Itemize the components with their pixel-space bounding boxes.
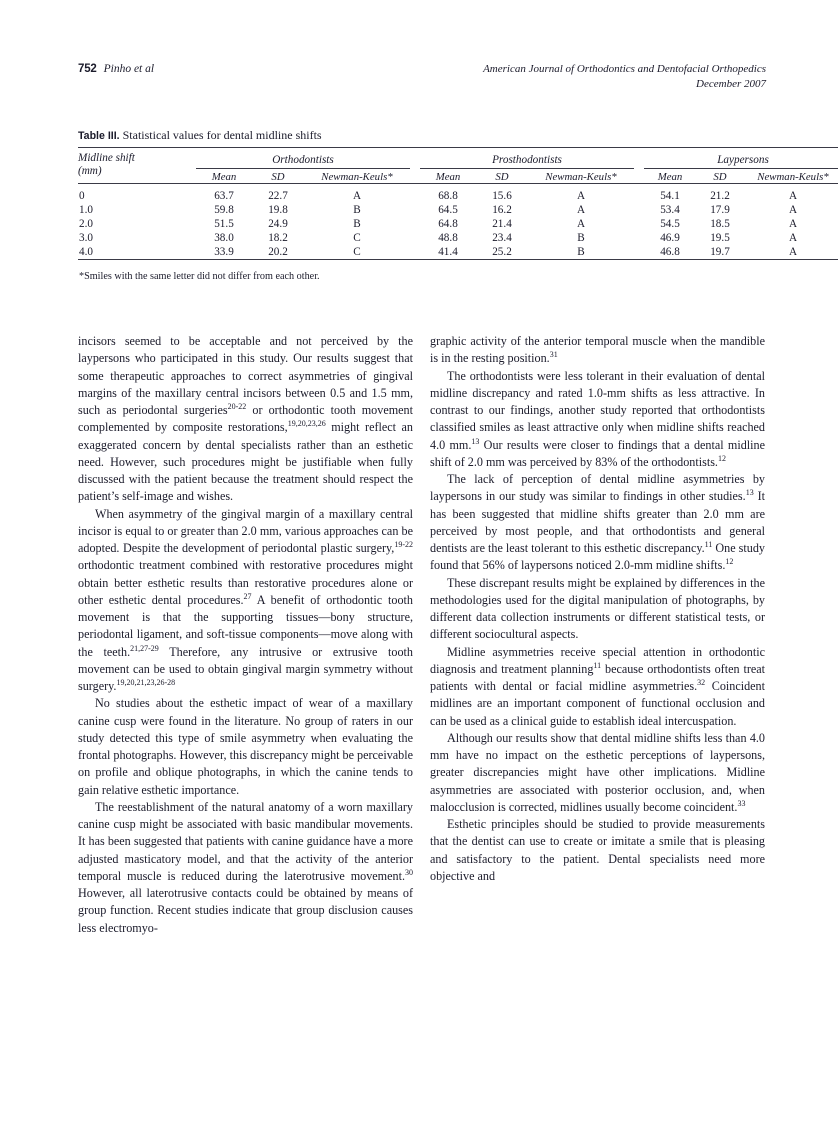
cell-prostho-sd: 16.2: [492, 204, 512, 216]
paragraph: Although our results show that dental midline shifts less than 4.0 mm have no impact on the esthetic perceptions of laypersons, greater discrepancies might have other implications. Midline asymmetries are associated with posterior occlusion, and, when malocclusion is corrected, midlines usually become coincident.$^{33}$: [430, 730, 765, 814]
cell-lay-nk: A: [788, 218, 798, 230]
cell-shift: 1.0: [79, 204, 93, 216]
table-row: [78, 245, 838, 260]
group-header-prosthodontists: Prosthodontists: [420, 152, 634, 169]
cell-prostho-nk: B: [577, 246, 585, 258]
right-column: [430, 333, 765, 937]
left-column: [78, 333, 413, 937]
cell-lay-mean: 53.4: [660, 204, 680, 216]
cell-ortho-nk: B: [353, 204, 361, 216]
cell-prostho-nk: B: [577, 232, 585, 244]
table-caption: [78, 128, 766, 143]
group-header-orthodontists: Orthodontists: [196, 152, 410, 169]
cell-ortho-nk: A: [352, 190, 362, 202]
col-header-prostho-mean: Mean: [435, 171, 461, 183]
paragraph: These discrepant results might be explained by differences in the methodologies used for the digital manipulation of photographs, by different data collection instruments or different statistical tests, or different sociocultural aspects.: [430, 575, 765, 642]
cell-ortho-sd: 19.8: [268, 204, 288, 216]
cell-ortho-mean: 38.0: [214, 232, 234, 244]
cell-lay-nk: A: [788, 246, 798, 258]
paragraph: The orthodontists were less tolerant in their evaluation of dental midline discrepancy and rated 1.0-mm shifts as less attractive. In contrast to our findings, another study reported that orthodontists classified smiles as least attractive only when midline shifts reached 4.0 mm.$^{13}$ Our results were closer to findings that a dental midline shift of 2.0 mm was perceived by 83% of the orthodontists.$^{12}$: [430, 368, 765, 469]
running-head-left: [78, 62, 154, 76]
cell-lay-nk: A: [788, 232, 798, 244]
cell-prostho-mean: 64.5: [438, 204, 458, 216]
table-footnote: *Smiles with the same letter did not differ from each other.: [79, 271, 320, 282]
table-label: Table III.: [78, 130, 120, 142]
cell-lay-nk: A: [788, 190, 798, 202]
cell-ortho-sd: 22.7: [268, 190, 288, 202]
cell-shift: 4.0: [79, 246, 93, 258]
cell-prostho-sd: 15.6: [492, 190, 512, 202]
cell-lay-sd: 17.9: [710, 204, 730, 216]
cell-prostho-nk: A: [576, 218, 586, 230]
table-title: Statistical values for dental midline shifts: [122, 128, 322, 142]
paragraph: graphic activity of the anterior temporal muscle when the mandible is in the resting position.$^{31}$: [430, 334, 765, 366]
table-bottom-rule: [78, 260, 838, 266]
col-header-prostho-sd: SD: [495, 171, 509, 183]
cell-prostho-mean: 41.4: [438, 246, 458, 258]
cell-shift: 0: [79, 190, 85, 202]
cell-lay-sd: 19.5: [710, 232, 730, 244]
statistical-values-table: [78, 147, 838, 265]
running-head: [78, 62, 766, 92]
body-columns: [78, 333, 766, 937]
cell-shift: 2.0: [79, 218, 93, 230]
paragraph: No studies about the esthetic impact of wear of a maxillary canine cusp were found in the literature. No group of raters in our study detected this type of smile asymmetry when evaluating the frontal photographs. However, this discrepancy might be perceivable on profile and oblique photographs, in which the canine tends to gain relative esthetic importance.: [78, 696, 413, 797]
table-row: [78, 203, 838, 217]
page-number: 752: [78, 63, 97, 75]
stub-column-header: [78, 152, 196, 184]
table-block: [78, 128, 829, 283]
paragraph: Midline asymmetries receive special attention in orthodontic diagnosis and treatment planning$^{11}$ because orthodontists often treat patients with dental or facial midline asymmetries.$^{32}$ Coincident midlines are an important component of functional occlusion and can be used as a clinical guide to establish ideal intercuspation.: [430, 644, 766, 728]
cell-ortho-nk: C: [353, 232, 361, 244]
cell-ortho-sd: 24.9: [268, 218, 288, 230]
paragraph: When asymmetry of the gingival margin of a maxillary central incisor is equal to or greater than 2.0 mm, various approaches can be adopted. Despite the development of periodontal plastic surgery,$^{19-22}$ orthodontic treatment combined with restorative procedures might obtain better esthetic results than restorative procedures alone or other esthetic dental procedures.$^{27}$ A benefit of orthodontic tooth movement is that the supporting tissues—bony structure, periodontal ligament, and soft-tissue components—move along with the teeth.$^{21,27-29}$ Therefore, any intrusive or extrusive tooth movement can be used to obtain gingival margin symmetry without surgery.$^{19,20,21,23,26-28}$: [78, 506, 413, 693]
cell-prostho-nk: A: [576, 204, 586, 216]
cell-ortho-sd: 18.2: [268, 232, 288, 244]
running-head-authors: Pinho et al: [103, 63, 155, 75]
cell-ortho-mean: 33.9: [214, 246, 234, 258]
col-header-lay-sd: SD: [713, 171, 727, 183]
cell-shift: 3.0: [79, 232, 93, 244]
table-group-header-row: [78, 152, 838, 169]
col-header-ortho-sd: SD: [271, 171, 285, 183]
table-row: [78, 217, 838, 231]
cell-lay-nk: A: [788, 204, 798, 216]
cell-prostho-sd: 25.2: [492, 246, 512, 258]
col-header-ortho-mean: Mean: [211, 171, 237, 183]
cell-lay-mean: 54.5: [660, 218, 680, 230]
stub-header-line1: Midline shift: [78, 152, 135, 164]
cell-ortho-sd: 20.2: [268, 246, 288, 258]
paragraph: The reestablishment of the natural anatomy of a worn maxillary canine cusp might be associated with basic mandibular movements. It has been suggested that patients with canine guidance have a more adjusted masticatory model, and that the activity of the anterior temporal muscle is reduced during the laterotrusive movement.$^{30}$ However, all laterotrusive contacts could be obtained by means of group function. Recent studies indicate that group disclusion causes less electromyo-: [78, 799, 413, 935]
col-header-lay-mean: Mean: [657, 171, 683, 183]
table-row: [78, 189, 838, 203]
paragraph: Esthetic principles should be studied to provide measurements that the dentist can use to create or imitate a smile that is pleasing and satisfactory to the patient. Dental specialists need more objective and: [430, 817, 765, 883]
cell-prostho-mean: 64.8: [438, 218, 458, 230]
journal-title: American Journal of Orthodontics and Dentofacial Orthopedics: [483, 63, 766, 75]
cell-ortho-mean: 63.7: [214, 190, 234, 202]
cell-prostho-mean: 68.8: [438, 190, 458, 202]
cell-lay-sd: 19.7: [710, 246, 730, 258]
col-header-prostho-newman-keuls: Newman-Keuls*: [545, 171, 617, 183]
paragraph: incisors seemed to be acceptable and not perceived by the laypersons who participated in this study. Our results suggest that some therapeutic approaches to correct asymmetries of gingival margins of the maxillary central incisors between 0.5 and 1.5 mm, such as periodontal surgeries$^{20-22}$ or orthodontic tooth movement complemented by composite restorations,$^{19,20,23,26}$ might reflect an exaggerated concern by dental specialists rather than an esthetic need. However, such procedures might be justifiable when fully discussed with the patient because the treatment should respect the patient’s self-image and wishes.: [78, 334, 413, 504]
col-header-ortho-newman-keuls: Newman-Keuls*: [321, 171, 393, 183]
cell-ortho-mean: 51.5: [214, 218, 234, 230]
cell-prostho-nk: A: [576, 190, 586, 202]
col-header-lay-newman-keuls: Newman-Keuls*: [757, 171, 829, 183]
cell-ortho-nk: C: [353, 246, 361, 258]
cell-lay-sd: 18.5: [710, 218, 730, 230]
cell-ortho-mean: 59.8: [214, 204, 234, 216]
cell-lay-mean: 54.1: [660, 190, 680, 202]
cell-lay-mean: 46.9: [660, 232, 680, 244]
group-header-laypersons: Laypersons: [644, 152, 838, 169]
stub-header-line2: (mm): [78, 165, 102, 177]
paragraph: The lack of perception of dental midline asymmetries by laypersons in our study was similar to findings in other studies.$^{13}$ It has been suggested that midline shifts greater than 2.0 mm are perceived by most people, and that orthodontists and general dentists are the least tolerant to this esthetic discrepancy.$^{11}$ One study found that 56% of laypersons noticed 2.0-mm midline shifts.$^{12}$: [430, 472, 766, 573]
running-head-right: [483, 62, 766, 92]
cell-prostho-sd: 21.4: [492, 218, 512, 230]
table-row: [78, 231, 838, 245]
cell-prostho-mean: 48.8: [438, 232, 458, 244]
cell-lay-sd: 21.2: [710, 190, 730, 202]
cell-ortho-nk: B: [353, 218, 361, 230]
cell-lay-mean: 46.8: [660, 246, 680, 258]
issue-date: December 2007: [696, 78, 766, 90]
cell-prostho-sd: 23.4: [492, 232, 512, 244]
